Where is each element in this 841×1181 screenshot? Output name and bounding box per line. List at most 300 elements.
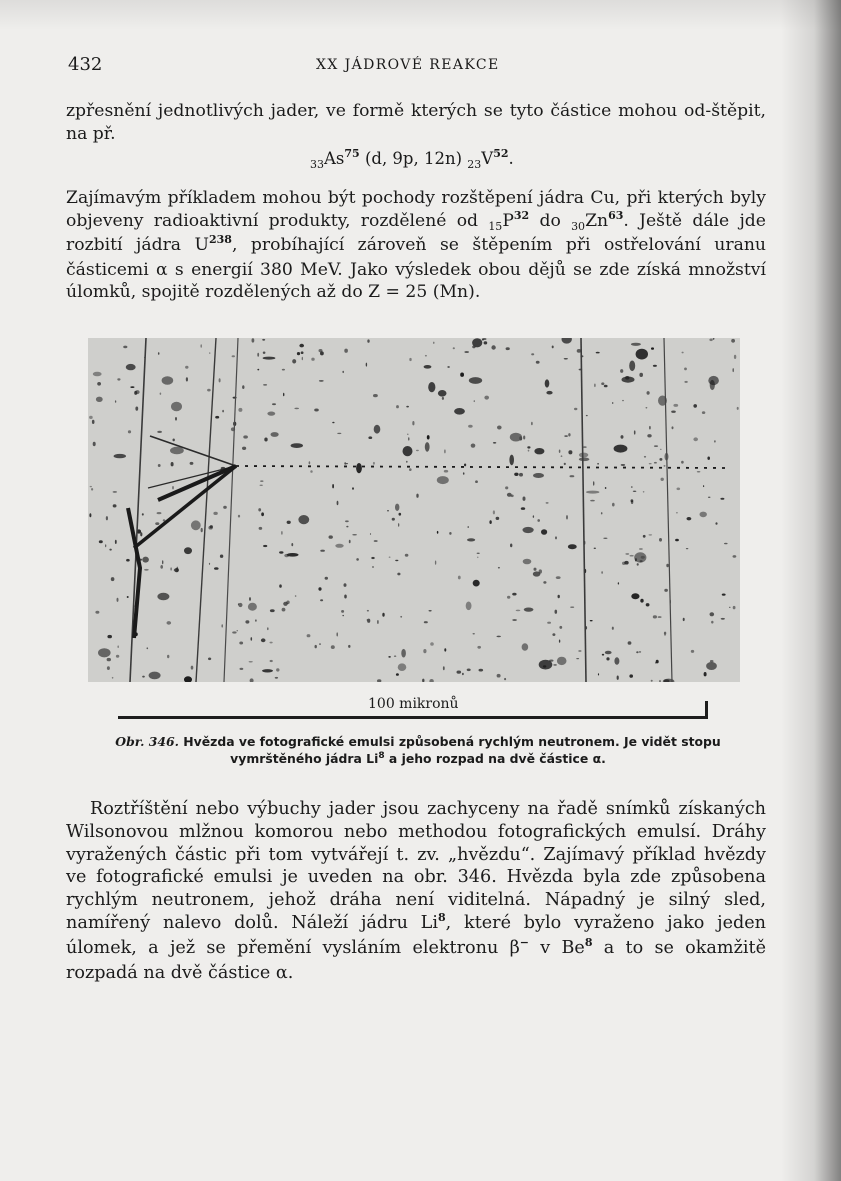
silver-grain: [371, 557, 374, 559]
silver-grain: [702, 411, 705, 414]
silver-grain: [612, 402, 613, 404]
silver-grain: [190, 462, 194, 465]
page-top-shadow: [0, 0, 841, 30]
silver-grain: [258, 508, 261, 511]
silver-grain: [552, 346, 554, 349]
silver-grain: [733, 368, 734, 372]
silver-grain: [443, 666, 445, 670]
silver-grain: [612, 627, 614, 630]
silver-grain: [396, 673, 399, 676]
silver-grain: [173, 439, 175, 442]
silver-grain: [283, 602, 288, 606]
silver-grain: [113, 504, 117, 507]
silver-grain: [222, 410, 224, 413]
silver-grain: [733, 555, 737, 558]
main-li-a: 8: [438, 910, 446, 924]
silver-grain: [700, 512, 707, 518]
silver-grain: [186, 377, 188, 381]
silver-grain: [412, 421, 414, 425]
silver-grain: [442, 397, 444, 400]
silver-grain: [367, 339, 369, 342]
silver-grain: [516, 610, 521, 612]
silver-grain: [263, 384, 267, 385]
silver-grain: [398, 663, 407, 671]
silver-grain: [653, 365, 657, 367]
silver-grain: [666, 564, 669, 567]
silver-grain: [406, 406, 409, 408]
silver-grain: [191, 520, 201, 530]
formula-period: .: [508, 149, 514, 168]
silver-grain: [220, 555, 223, 558]
silver-grain: [282, 369, 285, 371]
silver-grain: [482, 339, 484, 341]
silver-grain: [287, 553, 299, 557]
silver-grain: [352, 487, 354, 490]
silver-grain: [631, 343, 641, 346]
p-a: 32: [513, 208, 530, 222]
silver-grain: [711, 621, 713, 624]
silver-grain: [647, 391, 650, 395]
silver-grain: [117, 598, 119, 602]
silver-grain: [521, 507, 525, 510]
silver-grain: [128, 430, 131, 433]
silver-grain: [602, 654, 604, 656]
silver-grain: [370, 533, 371, 535]
silver-grain: [656, 660, 659, 664]
silver-grain: [405, 554, 409, 557]
silver-grain: [242, 447, 246, 450]
silver-grain: [522, 643, 529, 650]
silver-grain: [260, 481, 263, 482]
silver-grain: [453, 347, 455, 349]
silver-grain: [601, 571, 602, 574]
silver-grain: [106, 516, 108, 520]
silver-grain: [612, 503, 615, 507]
silver-grain: [184, 547, 192, 554]
silver-grain: [649, 534, 653, 535]
silver-grain: [263, 545, 267, 547]
silver-grain: [117, 645, 119, 648]
silver-grain: [367, 619, 370, 623]
silver-grain: [464, 464, 466, 467]
silver-grain: [252, 338, 255, 342]
silver-grain: [352, 534, 357, 535]
silver-grain: [634, 430, 636, 434]
silver-grain: [302, 357, 303, 361]
silver-grain: [332, 484, 334, 488]
silver-grain: [298, 515, 309, 524]
silver-grain: [135, 390, 139, 394]
silver-grain: [496, 517, 500, 520]
figure-caption: [68, 733, 768, 770]
silver-grain: [175, 417, 177, 421]
silver-grain: [201, 344, 202, 348]
silver-grain: [664, 589, 668, 592]
silver-grain: [531, 353, 534, 355]
silver-grain: [722, 594, 726, 596]
silver-grain: [543, 581, 546, 584]
silver-grain: [523, 559, 532, 565]
silver-grain: [295, 595, 297, 597]
silver-grain: [342, 615, 344, 616]
silver-grain: [89, 513, 91, 517]
silver-grain: [157, 431, 162, 433]
silver-grain: [622, 377, 635, 383]
silver-grain: [416, 494, 418, 498]
silver-grain: [601, 512, 603, 514]
silver-grain: [606, 657, 609, 660]
silver-grain: [263, 352, 266, 354]
silver-grain: [658, 616, 662, 618]
silver-grain: [507, 596, 510, 599]
silver-grain: [734, 355, 736, 359]
silver-grain: [681, 461, 684, 464]
silver-grain: [349, 540, 351, 544]
silver-grain: [720, 498, 724, 500]
silver-grain: [142, 676, 145, 678]
silver-grain: [97, 382, 101, 386]
figure-label: Obr. 346.: [115, 734, 179, 749]
silver-grain: [583, 446, 587, 448]
silver-grain: [271, 432, 279, 437]
main-text-1: Roztříštění nebo výbuchy jader jsou zachyceny na řadě snímků získaných Wilsonovou mlžnou komorou nebo methodou fotografických emulsí. Dráhy vyražených částic při tom vytvářejí t. zv. „hvězdu“. Zajímavý příklad hvězdy ve fotografické emulsi je uveden na obr. 346. Hvězda byla zde způsobena rychlým neutronem, jehož dráha není viditelná. Nápadný je silný sled, namířený nalevo dolů. Náleží jádru Li: [66, 799, 766, 933]
silver-grain: [614, 657, 619, 664]
silver-grain: [664, 465, 666, 466]
examples-text-3: . Ještě dále jde rozbití jádra U: [66, 210, 766, 255]
silver-grain: [392, 518, 395, 521]
silver-grain: [344, 349, 348, 353]
silver-grain: [559, 640, 560, 643]
silver-grain: [96, 397, 103, 402]
silver-grain: [672, 426, 674, 429]
silver-grain: [149, 672, 161, 680]
silver-grain: [424, 621, 428, 623]
silver-grain: [270, 642, 273, 644]
silver-grain: [651, 680, 653, 682]
silver-grain: [649, 426, 651, 430]
silver-grain: [331, 645, 335, 649]
main-text-4: a to se okamžitě rozpadá na dvě částice α.: [66, 937, 766, 983]
silver-grain: [444, 470, 448, 473]
silver-grain: [171, 462, 174, 466]
silver-grain: [514, 473, 518, 476]
silver-grain: [564, 435, 568, 436]
silver-grain: [454, 408, 465, 415]
silver-grain: [533, 571, 541, 576]
silver-grain: [537, 519, 540, 522]
page-gutter-shadow: [781, 0, 841, 1181]
silver-grain: [279, 551, 283, 553]
page-number: 432: [68, 54, 103, 75]
silver-grain: [281, 531, 282, 535]
silver-grain: [93, 372, 102, 377]
silver-grain: [270, 609, 275, 612]
silver-grain: [673, 404, 678, 407]
silver-grain: [466, 602, 472, 611]
silver-grain: [157, 593, 169, 600]
silver-grain: [320, 550, 325, 552]
silver-grain: [185, 366, 188, 369]
silver-grain: [647, 434, 651, 437]
silver-grain: [107, 635, 112, 638]
silver-grain: [625, 553, 629, 554]
silver-grain: [222, 624, 223, 627]
silver-grain: [92, 420, 95, 424]
silver-grain: [172, 486, 174, 489]
silver-grain: [523, 527, 534, 533]
silver-grain: [523, 436, 525, 440]
silver-grain: [497, 674, 501, 678]
silver-grain: [629, 361, 635, 372]
silver-grain: [167, 621, 172, 625]
silver-grain: [468, 425, 473, 428]
silver-grain: [570, 475, 575, 477]
silver-grain: [469, 377, 482, 384]
silver-grain: [646, 603, 650, 606]
silver-grain: [282, 608, 286, 612]
silver-grain: [661, 478, 664, 481]
silver-grain: [130, 386, 134, 388]
silver-grain: [721, 618, 725, 620]
silver-grain: [564, 358, 568, 359]
silver-grain: [406, 461, 408, 463]
scale-bar-tick: [705, 701, 708, 719]
silver-grain: [444, 449, 446, 453]
silver-grain: [397, 573, 400, 576]
silver-grain: [272, 403, 276, 405]
silver-grain: [311, 358, 314, 361]
silver-grain: [257, 369, 259, 371]
silver-grain: [325, 577, 328, 580]
silver-grain: [270, 660, 273, 662]
silver-grain: [337, 632, 338, 636]
silver-grain: [676, 512, 678, 513]
silver-grain: [162, 560, 163, 564]
silver-grain: [409, 358, 411, 361]
silver-grain: [617, 676, 619, 680]
silver-grain: [557, 657, 567, 665]
silver-grain: [498, 567, 500, 569]
silver-grain: [346, 526, 348, 528]
silver-grain: [477, 557, 478, 559]
silver-grain: [682, 352, 684, 354]
silver-grain: [248, 603, 257, 611]
caption-text-2: vymrštěného jádra Li: [230, 751, 379, 766]
silver-grain: [408, 437, 409, 440]
silver-grain: [687, 517, 692, 520]
silver-grain: [209, 563, 210, 565]
silver-grain: [710, 380, 715, 390]
silver-grain: [497, 636, 501, 638]
silver-grain: [337, 433, 341, 434]
silver-grain: [127, 596, 129, 598]
silver-grain: [167, 655, 169, 658]
silver-grain: [341, 610, 344, 613]
silver-grain: [534, 568, 537, 571]
silver-grain: [510, 433, 522, 442]
silver-grain: [238, 408, 242, 412]
silver-grain: [534, 448, 544, 454]
silver-grain: [291, 543, 293, 546]
silver-grain: [114, 454, 126, 458]
silver-grain: [267, 627, 269, 630]
silver-grain: [99, 540, 103, 543]
silver-grain: [471, 444, 476, 448]
silver-grain: [174, 569, 176, 572]
main-beta-sign: −: [519, 935, 529, 949]
silver-grain: [223, 506, 227, 509]
silver-grain: [319, 380, 324, 381]
silver-grain: [497, 426, 502, 430]
silver-grain: [109, 549, 111, 551]
silver-grain: [257, 353, 259, 357]
silver-grain: [593, 481, 594, 485]
silver-grain: [468, 526, 469, 528]
silver-grain: [539, 660, 553, 670]
silver-grain: [479, 669, 484, 672]
silver-grain: [559, 450, 561, 453]
silver-grain: [399, 513, 402, 516]
silver-grain: [368, 436, 372, 439]
silver-grain: [126, 364, 136, 370]
silver-grain: [356, 463, 362, 473]
silver-grain: [637, 563, 639, 566]
silver-grain: [570, 607, 574, 608]
silver-grain: [659, 458, 662, 461]
emulsion-photograph: [88, 338, 740, 682]
silver-grain: [160, 565, 163, 569]
formula-v-symbol: V: [481, 149, 494, 168]
silver-grain: [348, 645, 350, 648]
silver-grain: [157, 512, 162, 514]
silver-grain: [444, 648, 446, 651]
silver-grain: [649, 463, 652, 464]
silver-grain: [568, 544, 577, 549]
silver-grain: [675, 539, 679, 542]
main-text-2: , které bylo vyraženo jako jeden úlomek, a jež se přemění vysláním elektronu β: [66, 912, 766, 958]
silver-grain: [115, 400, 116, 403]
silver-grain: [654, 462, 657, 464]
p-z: 15: [488, 219, 503, 233]
silver-grain: [394, 655, 396, 657]
silver-grain: [614, 445, 628, 453]
silver-grain: [245, 620, 249, 623]
formula-v-z: 23: [467, 158, 482, 171]
silver-grain: [533, 473, 544, 478]
silver-grain: [568, 433, 570, 436]
silver-grain: [332, 422, 334, 424]
silver-grain: [561, 456, 563, 457]
silver-grain: [737, 407, 739, 410]
silver-grain: [160, 393, 162, 395]
silver-grain: [639, 651, 641, 653]
examples-text-2: do: [529, 210, 572, 231]
silver-grain: [144, 569, 149, 571]
silver-grain: [123, 346, 127, 349]
silver-grain: [509, 455, 514, 466]
silver-grain: [90, 486, 92, 487]
silver-grain: [201, 528, 203, 532]
silver-grain: [467, 538, 475, 541]
silver-grain: [215, 416, 219, 419]
silver-grain: [710, 612, 715, 616]
silver-grain: [240, 668, 244, 670]
silver-grain: [337, 501, 339, 505]
silver-grain: [213, 512, 217, 515]
silver-grain: [398, 523, 399, 527]
silver-grain: [111, 577, 115, 581]
silver-grain: [523, 497, 526, 501]
silver-grain: [519, 473, 523, 477]
formula-v-a: 52: [493, 147, 509, 160]
silver-grain: [263, 357, 276, 360]
silver-grain: [618, 582, 619, 584]
silver-grain: [536, 361, 540, 364]
silver-grain: [636, 651, 638, 653]
silver-grain: [643, 491, 645, 493]
silver-grain: [576, 658, 579, 659]
silver-grain: [733, 606, 736, 609]
silver-grain: [597, 463, 599, 465]
silver-grain: [356, 558, 359, 561]
silver-grain: [493, 510, 495, 514]
silver-grain: [460, 373, 464, 377]
silver-grain: [629, 674, 633, 677]
photo-background: [88, 338, 740, 682]
silver-grain: [546, 502, 549, 504]
caption-li-a: 8: [378, 751, 385, 761]
silver-grain: [552, 633, 555, 636]
silver-grain: [527, 446, 530, 448]
silver-grain: [319, 349, 323, 352]
silver-grain: [433, 342, 434, 344]
silver-grain: [555, 536, 557, 539]
silver-grain: [401, 649, 406, 658]
silver-grain: [683, 618, 685, 621]
silver-grain: [564, 463, 566, 465]
silver-grain: [547, 622, 551, 624]
silver-grain: [171, 567, 172, 570]
silver-grain: [438, 390, 447, 397]
silver-grain: [147, 647, 149, 649]
silver-grain: [423, 649, 426, 653]
silver-grain: [262, 669, 273, 672]
silver-grain: [116, 655, 119, 658]
silver-grain: [259, 527, 263, 530]
running-head: [68, 54, 768, 78]
silver-grain: [367, 610, 369, 612]
silver-grain: [664, 632, 666, 635]
silver-grain: [546, 391, 552, 395]
silver-grain: [344, 583, 347, 587]
silver-grain: [578, 650, 581, 651]
silver-grain: [177, 567, 179, 571]
silver-grain: [319, 643, 321, 644]
silver-grain: [395, 504, 399, 511]
silver-grain: [283, 393, 284, 397]
silver-grain: [191, 666, 194, 670]
silver-grain: [474, 400, 475, 402]
silver-grain: [424, 365, 432, 369]
examples-text-4: , probíhající zároveň se štěpením při ostřelování uranu částicemi α s energií 380 MeV. Jako výsledek obou dějů se zde získá množství úlomků, spojitě rozdělených až do Z = 25 (Mn).: [66, 235, 766, 302]
silver-grain: [659, 538, 662, 542]
silver-grain: [707, 457, 710, 460]
silver-grain: [335, 544, 343, 548]
silver-grain: [267, 412, 275, 416]
silver-grain: [372, 566, 373, 568]
silver-grain: [464, 351, 469, 353]
silver-grain: [458, 576, 461, 580]
